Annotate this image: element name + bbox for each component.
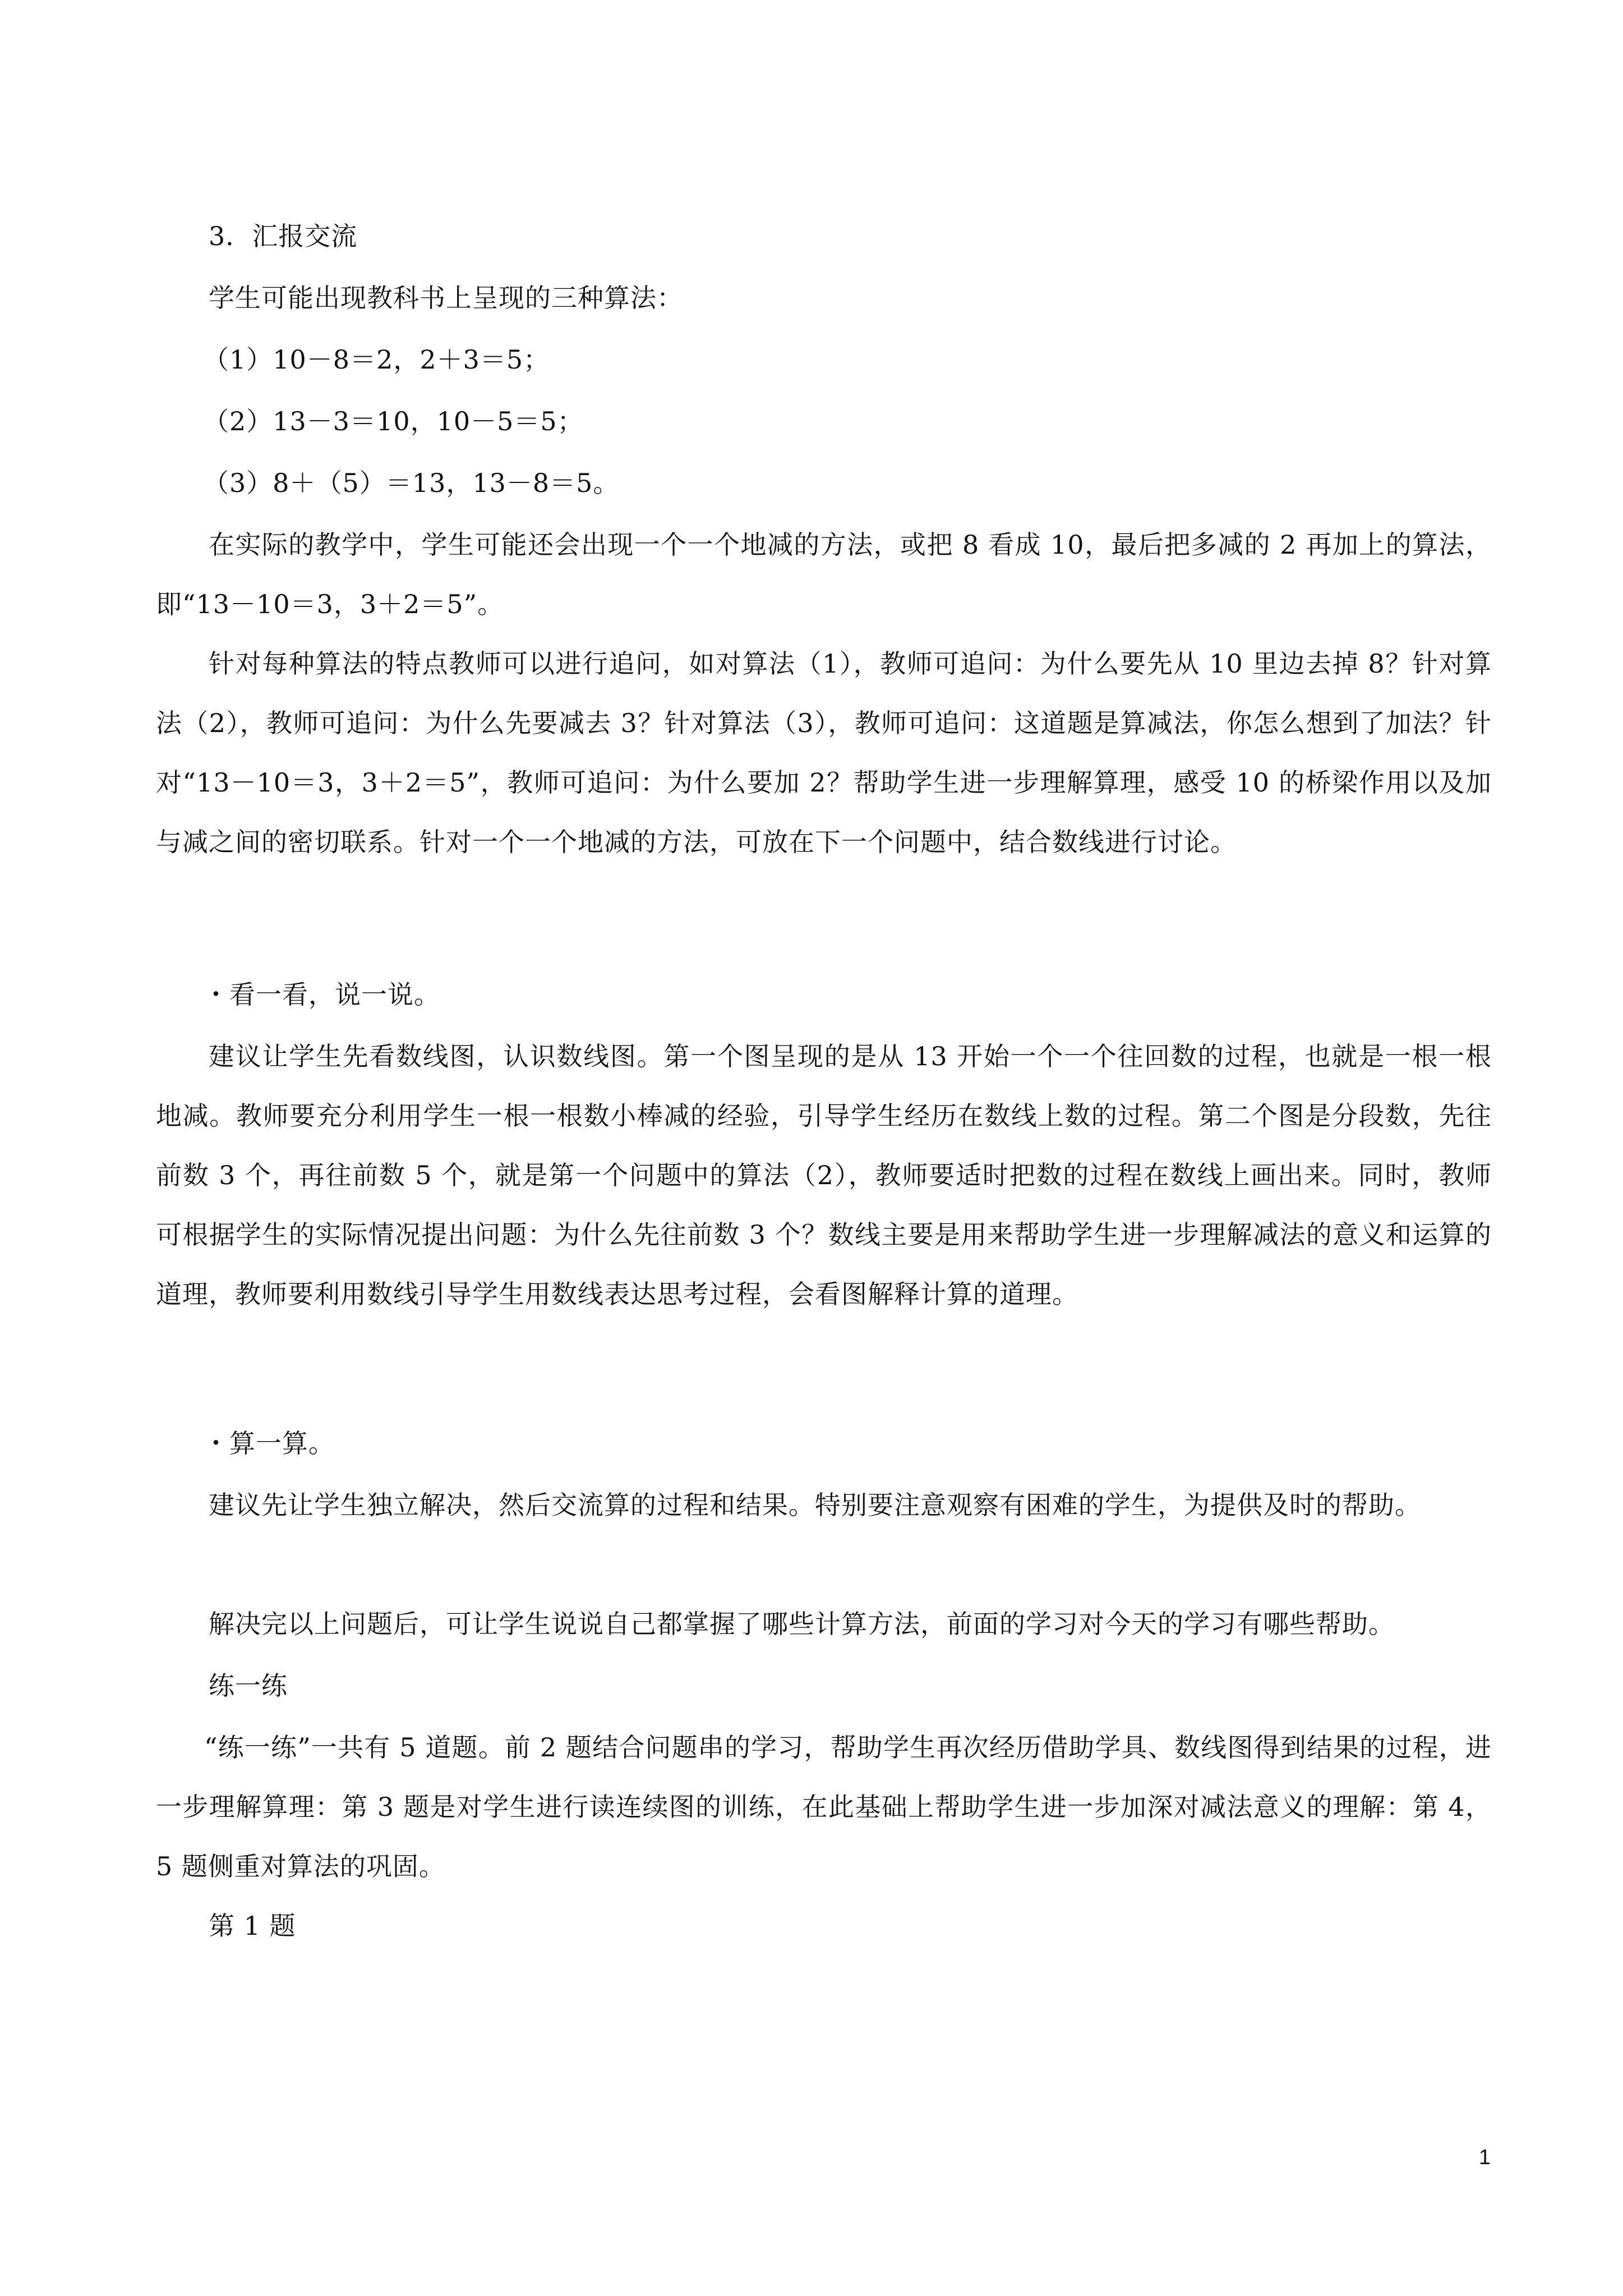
method-2-text: （2）13－3＝10，10－5＝5； — [203, 406, 584, 436]
section-heading-report: 3．汇报交流 — [209, 221, 358, 251]
independent-paragraph: 建议先让学生独立解决，然后交流算的过程和结果。特别要注意观察有困难的学生，为提供及时的帮助。 — [209, 1490, 1421, 1520]
method-1-text: （1）10－8＝2，2＋3＝5； — [203, 344, 550, 375]
bullet-calculate: ・算一算。 — [203, 1428, 335, 1458]
intro-methods-text: 学生可能出现教科书上呈现的三种算法： — [209, 283, 683, 313]
question-1-heading: 第 1 题 — [209, 1911, 296, 1941]
section-heading-exercise: 练一练 — [209, 1671, 288, 1701]
followup-paragraph: 针对每种算法的特点教师可以进行追问，如对算法（1），教师可追问：为什么要先从 10 里边去掉 8？针对算法（2），教师可追问：为什么先要减去 3？针对算法（3），教师可追问：这道题是算减法，你怎么想到了加法？针对“13－10＝3，3＋2＝5”，教师可追问：为什么要加 2？帮助学生进一步理解算理，感受 10 的桥梁作用以及加与减之间的密切联系。针对一个一个地减的方法，可放在下一个问题中，结合数线进行讨论。 — [156, 648, 1492, 857]
numberline-paragraph: 建议让学生先看数线图，认识数线图。第一个图呈现的是从 13 开始一个一个往回数的过程，也就是一根一根地减。教师要充分利用学生一根一根数小棒减的经验，引导学生经历在数线上数的过程。第二个图是分段数，先往前数 3 个，再往前数 5 个，就是第一个问题中的算法（2），教师要适时把数的过程在数线上画出来。同时，教师可根据学生的实际情况提出问题：为什么先往前数 3 个？数线主要是用来帮助学生进一步理解减法的意义和运算的道理，教师要利用数线引导学生用数线表达思考过程，会看图解释计算的道理。 — [156, 1041, 1492, 1309]
summary-paragraph: 解决完以上问题后，可让学生说说自己都掌握了哪些计算方法，前面的学习对今天的学习有哪些帮助。 — [209, 1609, 1395, 1639]
bullet-look-and-say: ・看一看，说一说。 — [203, 979, 440, 1010]
page-number: 1 — [1478, 2146, 1491, 2169]
practice-paragraph: 在实际的教学中，学生可能还会出现一个一个地减的方法，或把 8 看成 10，最后把多减的 2 再加上的算法，即“13－10＝3，3＋2＝5”。 — [156, 530, 1492, 619]
method-3-text: （3）8＋（5）＝13，13－8＝5。 — [203, 468, 620, 498]
exercise-paragraph: “练一练”一共有 5 道题。前 2 题结合问题串的学习，帮助学生再次经历借助学具、数线图得到结果的过程，进一步理解算理：第 3 题是对学生进行读连续图的训练，在此基础上帮助学生进一步加深对减法意义的理解：第 4，5 题侧重对算法的巩固。 — [156, 1732, 1492, 1881]
